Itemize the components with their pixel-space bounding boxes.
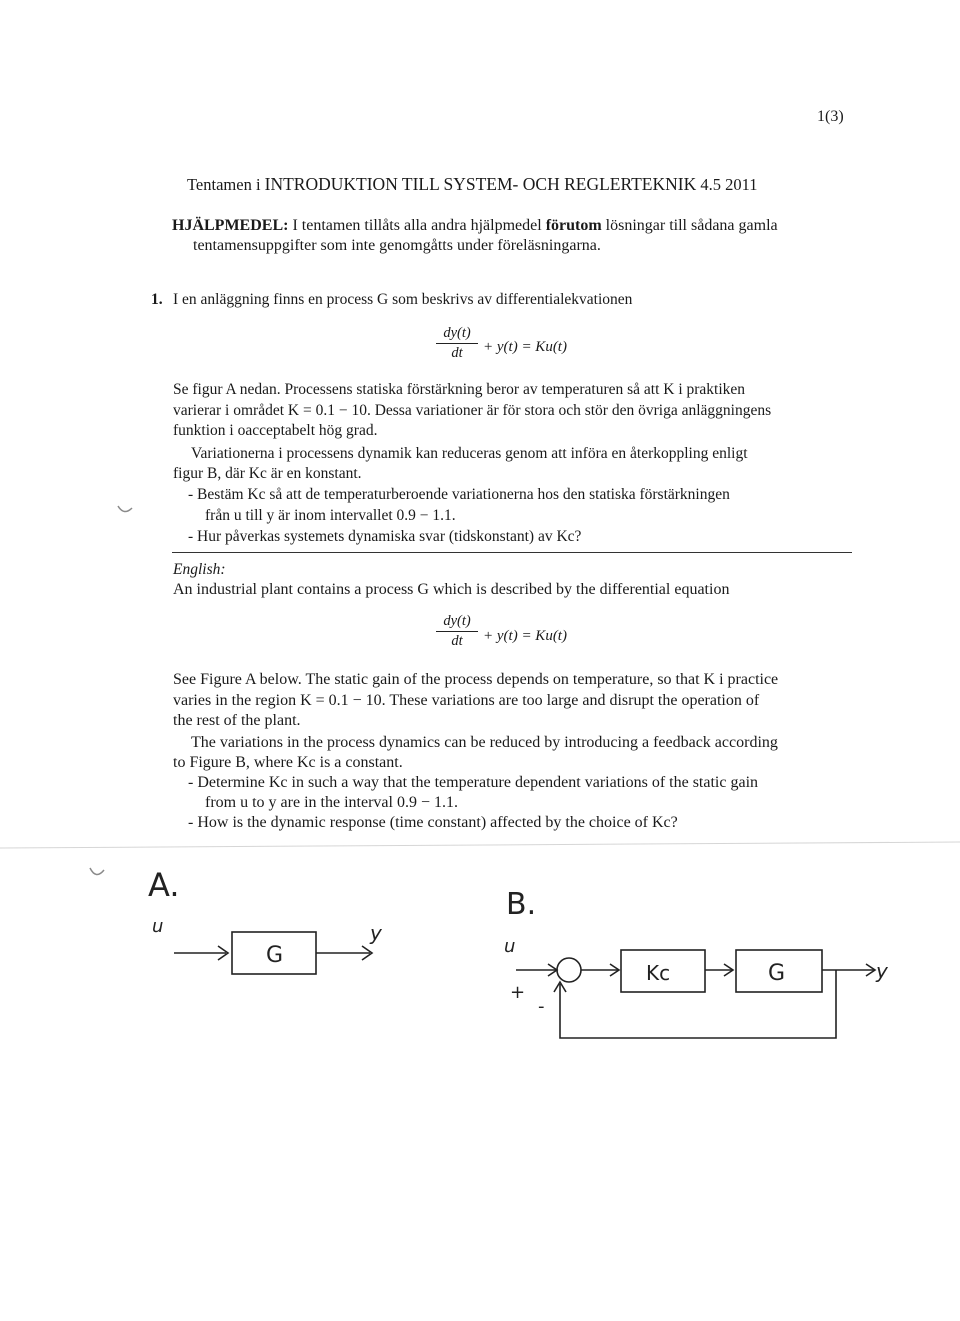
sv-line-6: - Bestäm Kc så att de temperaturberoende variationerna hos den statiska förstärkningen (188, 486, 730, 503)
equation-fraction-sv (436, 325, 478, 362)
fraction-bar-en (436, 631, 478, 632)
aids-line-1 (172, 216, 778, 236)
figure-b-label: B. (506, 887, 537, 922)
fraction-bar (436, 343, 478, 344)
sv-line-1: Se figur A nedan. Processens statiska förstärkning beror av temperaturen så att K i praktiken (173, 381, 746, 398)
equation-numerator: dy(t) (443, 325, 471, 341)
problem-intro-sv: I en anläggning finns en process G som beskrivs av differentialekvationen (173, 291, 633, 308)
fold-line (0, 842, 960, 848)
en-line-6: - Determine Kc in such a way that the temperature dependent variations of the static gain (188, 774, 759, 791)
english-intro: An industrial plant contains a process G which is described by the differential equation (173, 581, 730, 598)
separator-rule (172, 552, 852, 553)
en-line-2: varies in the region K = 0.1 − 10. These variations are too large and disrupt the operation of (173, 692, 760, 709)
equation-denominator-en: dt (451, 633, 463, 649)
page-number: 1(3) (817, 108, 844, 125)
sv-line-8: - Hur påverkas systemets dynamiska svar (tidskonstant) av Kc? (188, 528, 582, 545)
figure-b (496, 880, 916, 1050)
figure-a-label: A. (148, 866, 180, 904)
exam-title-course: INTRODUKTION TILL SYSTEM- OCH REGLERTEKNIK (264, 174, 697, 194)
figure-b-input-label: u (504, 936, 516, 957)
aids-label: HJÄLPMEDEL: (172, 217, 289, 234)
summing-junction (557, 958, 581, 982)
en-line-3: the rest of the plant. (173, 712, 301, 729)
equation-rest-sv: + y(t) = Ku(t) (483, 339, 567, 355)
english-label: English: (173, 561, 226, 578)
sv-line-4: Variationerna i processens dynamik kan reduceras genom att införa en återkoppling enligt (191, 445, 748, 462)
figure-b-output-label: y (876, 959, 888, 983)
aids-text-a: I tentamen tillåts alla andra hjälpmedel (292, 217, 542, 234)
en-line-5: to Figure B, where Kc is a constant. (173, 754, 403, 771)
figure-b-minus-sign: - (538, 996, 545, 1017)
figure-b-plus-sign: + (510, 982, 526, 1003)
feedback-path (560, 970, 836, 1038)
sv-line-2: varierar i området K = 0.1 − 10. Dessa variationer är för stora och stör den övriga anläggningens (173, 402, 772, 419)
figure-a-output-label: y (370, 921, 382, 945)
sv-line-3: funktion i oacceptabelt hög grad. (173, 422, 378, 439)
equation-numerator-en: dy(t) (443, 613, 471, 629)
exam-title-prefix: Tentamen i (187, 175, 261, 194)
sv-line-7: från u till y är inom intervallet 0.9 − 1.1. (205, 507, 456, 524)
en-line-8: - How is the dynamic response (time constant) affected by the choice of Kc? (188, 814, 678, 831)
punch-mark-1 (118, 506, 132, 512)
en-line-4: The variations in the process dynamics can be reduced by introducing a feedback according (191, 734, 778, 751)
figure-a (140, 860, 440, 980)
equation-rest-en: + y(t) = Ku(t) (483, 628, 567, 644)
figure-a-input-label: u (152, 916, 164, 937)
problem-number: 1. (151, 291, 163, 308)
equation-fraction-en (436, 613, 478, 650)
en-line-1: See Figure A below. The static gain of the process depends on temperature, so that K i practice (173, 671, 779, 688)
aids-bold-word: förutom (545, 217, 602, 234)
process-block-label: G (768, 961, 786, 986)
exam-title (187, 174, 757, 195)
exam-title-date: 4.5 2011 (700, 175, 758, 194)
aids-text-b: lösningar till sådana gamla (605, 217, 778, 234)
en-line-7: from u to y are in the interval 0.9 − 1.1. (205, 794, 458, 811)
punch-mark-2 (90, 868, 104, 875)
aids-line-2: tentamensuppgifter som inte genomgåtts under föreläsningarna. (193, 237, 601, 254)
equation-denominator: dt (451, 345, 463, 361)
controller-block-label: Kc (646, 961, 671, 985)
sv-line-5: figur B, där Kc är en konstant. (173, 465, 362, 482)
figure-a-block-label: G (266, 943, 284, 968)
